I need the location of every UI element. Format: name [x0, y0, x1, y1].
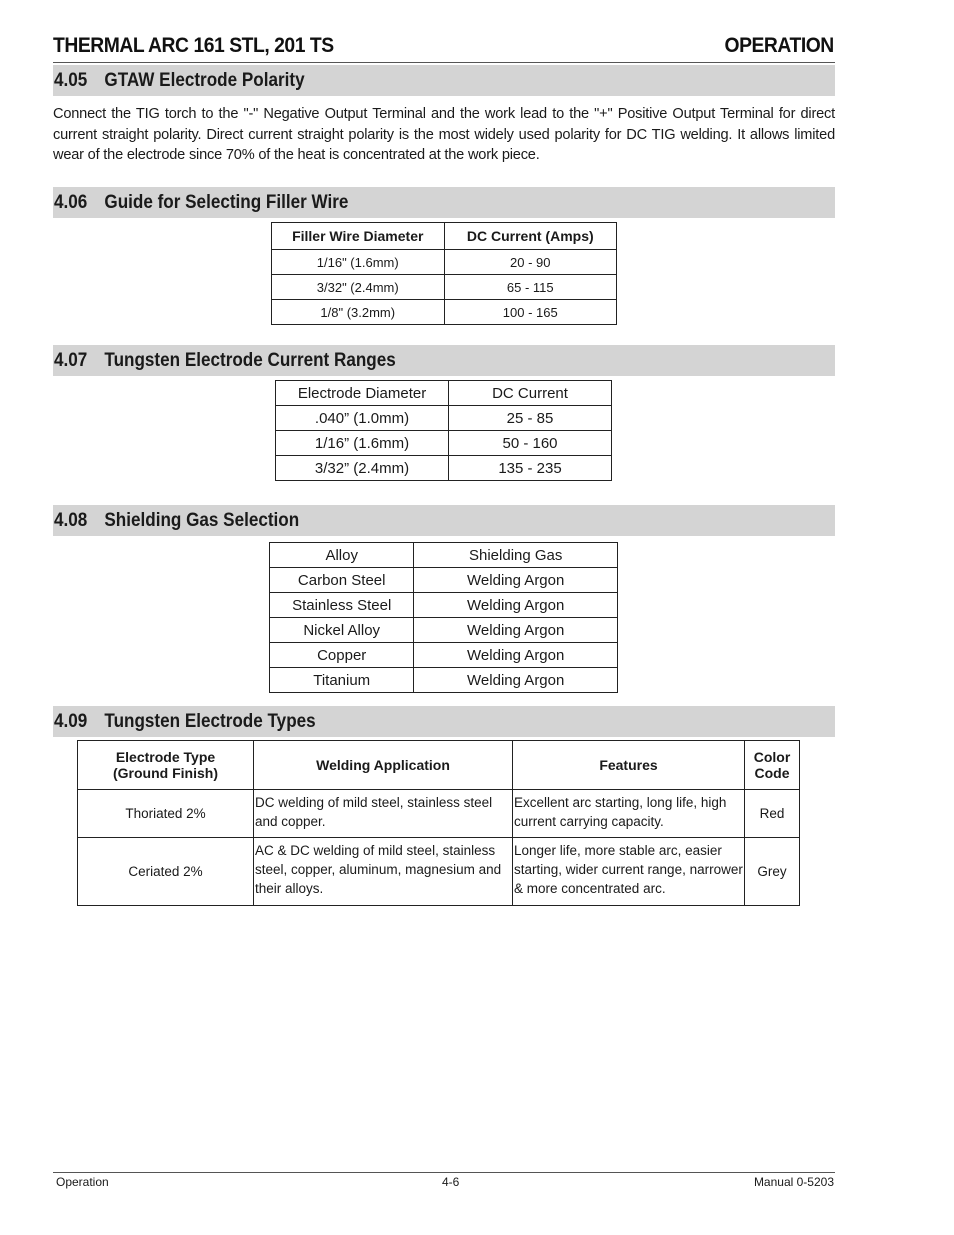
table-header-row [272, 223, 617, 250]
table-cell: 3/32" (2.4mm) [272, 275, 445, 300]
column-header: Filler Wire Diameter [272, 223, 445, 250]
table-cell: Ceriated 2% [78, 838, 254, 906]
section-title: GTAW Electrode Polarity [104, 70, 305, 91]
table-cell: 20 - 90 [444, 250, 617, 275]
table-cell: 25 - 85 [449, 406, 612, 431]
table-cell: 3/32” (2.4mm) [276, 456, 449, 481]
table-row [78, 790, 800, 838]
table-cell: 100 - 165 [444, 300, 617, 325]
header-rule [53, 62, 835, 63]
section-title: Tungsten Electrode Types [104, 711, 316, 732]
table-cell: Welding Argon [414, 668, 618, 693]
table-row [276, 456, 612, 481]
column-header: DC Current (Amps) [444, 223, 617, 250]
footer-section-label: Operation [56, 1175, 109, 1189]
table-cell: 1/16” (1.6mm) [276, 431, 449, 456]
table-row [272, 300, 617, 325]
table-cell: Titanium [270, 668, 414, 693]
table-row [270, 643, 618, 668]
column-header: Color Code [745, 741, 800, 790]
electrode-types-table [77, 740, 800, 906]
table-row [276, 431, 612, 456]
section-number: 4.08 [54, 510, 88, 531]
electrode-current-table [275, 380, 612, 481]
table-cell: Welding Argon [414, 643, 618, 668]
footer-rule [53, 1172, 835, 1173]
table-cell: Thoriated 2% [78, 790, 254, 838]
column-header: Electrode Type (Ground Finish) [78, 741, 254, 790]
table-row [78, 838, 800, 906]
table-cell: Red [745, 790, 800, 838]
section-heading-4-05 [53, 65, 835, 96]
table-cell: Nickel Alloy [270, 618, 414, 643]
section-heading-4-08 [53, 505, 835, 536]
table-row [270, 668, 618, 693]
column-header: Welding Application [254, 741, 513, 790]
document-title: THERMAL ARC 161 STL, 201 TS [53, 34, 334, 57]
table-cell: Shielding Gas [414, 543, 618, 568]
section-heading-4-09 [53, 706, 835, 737]
table-cell: Copper [270, 643, 414, 668]
table-row [272, 250, 617, 275]
column-header: Features [513, 741, 745, 790]
table-cell: Alloy [270, 543, 414, 568]
polarity-paragraph: Connect the TIG torch to the "-" Negative Output Terminal and the work lead to the "+" Positive Output Terminal for direct current straight polarity. Direct current straight polarity is the most widely used polarity for DC TIG welding. It allows limited wear of the electrode since 70% of the heat is concentrated at the work piece. [53, 106, 835, 163]
table-cell: DC Current [449, 381, 612, 406]
filler-wire-table [271, 222, 617, 325]
table-cell: Welding Argon [414, 568, 618, 593]
table-cell: Electrode Diameter [276, 381, 449, 406]
section-number: 4.05 [54, 70, 88, 91]
table-row [270, 618, 618, 643]
section-title: Tungsten Electrode Current Ranges [104, 350, 396, 371]
table-cell: Longer life, more stable arc, easier starting, wider current range, narrower & more concentrated arc. [513, 838, 745, 906]
section-number: 4.09 [54, 711, 88, 732]
section-title: Shielding Gas Selection [104, 510, 300, 531]
table-cell: Grey [745, 838, 800, 906]
section-heading-4-06 [53, 187, 835, 218]
table-cell: 1/16" (1.6mm) [272, 250, 445, 275]
table-cell: Excellent arc starting, long life, high current carrying capacity. [513, 790, 745, 838]
table-row [270, 543, 618, 568]
table-cell: DC welding of mild steel, stainless steel and copper. [254, 790, 513, 838]
table-cell: Welding Argon [414, 618, 618, 643]
table-cell: Carbon Steel [270, 568, 414, 593]
table-cell: .040” (1.0mm) [276, 406, 449, 431]
table-row [270, 568, 618, 593]
section-heading-4-07 [53, 345, 835, 376]
table-row [276, 381, 612, 406]
table-header-row [78, 741, 800, 790]
section-number: 4.07 [54, 350, 88, 371]
chapter-title: OPERATION [724, 34, 834, 57]
table-row [272, 275, 617, 300]
table-cell: 1/8" (3.2mm) [272, 300, 445, 325]
page-number: 4-6 [442, 1175, 460, 1189]
section-title: Guide for Selecting Filler Wire [104, 192, 349, 213]
shielding-gas-table [269, 542, 618, 693]
table-cell: 135 - 235 [449, 456, 612, 481]
table-cell: Stainless Steel [270, 593, 414, 618]
table-row [276, 406, 612, 431]
table-row [270, 593, 618, 618]
section-number: 4.06 [54, 192, 88, 213]
table-cell: 65 - 115 [444, 275, 617, 300]
table-cell: AC & DC welding of mild steel, stainless steel, copper, aluminum, magnesium and their alloys. [254, 838, 513, 906]
table-cell: 50 - 160 [449, 431, 612, 456]
table-cell: Welding Argon [414, 593, 618, 618]
manual-number: Manual 0-5203 [753, 1175, 834, 1189]
